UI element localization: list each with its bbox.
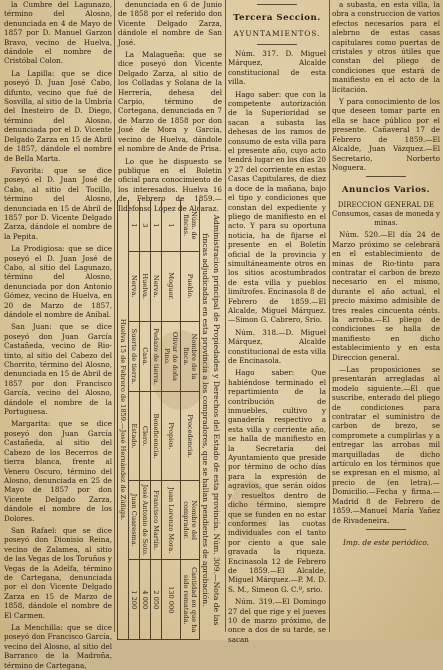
paragraph: San Rafael: que se dice poseyó don Dionisio Reina, vecino de Zalamea, al sitio de las Vegas de los Toruños y Vegas de la Adelfa, término de Cartegana, denunciada por el don Vicente Delgado Zarza en 15 de Marzo de 1858, dándole el nombre de El Carmen. <box>4 525 112 620</box>
table-cell: 3 <box>140 200 150 252</box>
imprint: Imp. de este periódico. <box>342 537 430 547</box>
table-cell: Cantidad en que ha sido rematada. <box>181 560 199 640</box>
divider <box>257 44 297 45</box>
table-row <box>161 200 180 640</box>
column-4 <box>332 0 440 626</box>
table-cell: 130 000 <box>162 560 180 640</box>
paragraph: Lo que he dispuesto se publique en el Boletin oficial para conocimiento de los interesados. Huelva 16 de Febrero de 1859.—Ildefonso López de Alcaraz. <box>118 156 222 213</box>
column-2 <box>118 0 222 213</box>
table-cell: Nerva. <box>151 252 161 322</box>
paragraph: San Juan: que se dice poseyó don Juan García Castañeda, vecino de Rio-tinto, al sitio del Cabezo del Chorrito, término del Alosno, denunciada en 15 de Abril de 1857 por don Francisco García, vecino del Alosno, dándole el nombre de la Portuguesa. <box>4 322 112 417</box>
paragraph: Núm. 319.—El Domingo 27 del que rige y el jueves 10 de marzo próximo, de once a dos de su tarde, se sacan <box>228 597 326 644</box>
column-1 <box>4 0 112 670</box>
table-row <box>139 200 150 640</box>
column-3 <box>228 0 326 644</box>
table-cell: Suerte de tierra. <box>129 322 139 392</box>
paragraph: La Malagueña: que se dice poseyó don Vicente Delgado Zarza, al sitio de los Colladas y Solana de la Herrería, dehesa del Carpio, término de Cortegana, denunciada en 7 de Marzo de 1858 por don José de Mora y García, vecino de Huelva, dándole el nombre de Ande de Prisa. <box>118 50 222 154</box>
table-row <box>128 200 139 640</box>
table-cell: Nombre de la finca. <box>181 322 199 392</box>
table-cell: Nombre del comprador. <box>181 481 199 561</box>
table-cell: 1 <box>151 200 161 252</box>
table-cell: Clero. <box>140 392 150 481</box>
table-cell: 1 <box>129 200 139 252</box>
table-cell: Nerva. <box>129 252 139 322</box>
table-cell: Juan Lorenzo Mora. <box>162 481 180 561</box>
paragraph: denunciada en 6 de Junio de 1858 por el referido don Vicente Delgado Zarza, dándole el nombre de San José. <box>118 0 222 47</box>
table-title: Administracion principal de Propiedades y Derechos del Estado de esta provincia. Núm. 309.—Nota de las fincas adjudicadas en esta provincia a los compradores, que se hallan pendientes de aprobación. <box>201 214 221 626</box>
table-cell: Beneficencia. <box>151 392 161 481</box>
table-cell: Moguer. <box>162 252 180 322</box>
paragraph: Margarita: que se dice poseyó don Juan García Castañeda, al sitio del Cabezo de los Becerros de tierra blanca, frente al Venero Oscuro, término del Alosno, denunciada en 25 de Mayo de 1857 por don Vicente Delgado Zarza, dándole el nombre de los Dolores. <box>4 419 112 523</box>
table-cell: Francisco Martín. <box>151 481 161 561</box>
table-cell: Pedazo de tierra. <box>151 322 161 392</box>
table-cell: Procedencia. <box>181 392 199 481</box>
table-cell: Estado. <box>129 392 139 481</box>
table-header-row <box>180 200 199 640</box>
table-footer <box>117 200 128 640</box>
table-cell: Casa. <box>140 322 150 392</box>
table-cell: Propios. <box>162 392 180 481</box>
paragraph: La Prodigiosa: que se dice poseyó el D. Juan José de Cabo, al sitio del Lagunazo, término del Alosno, denunciada por don Antonio Gómez, vecino de Huelva, en 20 de Marzo de 1857, dándole el nombre de Aníbal. <box>4 244 112 319</box>
divider <box>366 176 406 177</box>
table-cell: Pueblo. <box>181 252 199 322</box>
paragraph: a subasta, en esta villa, la obra a construccion de varios efectos necesarios para el alebrno de estas casas capitulares como puertas de cristales y otros útiles que constan del pliego de condiciones que estará de manifiesto en el acto de la licitación. <box>332 0 440 94</box>
table-cell: Núm. de fincas. <box>181 200 199 252</box>
column-rule <box>114 0 115 632</box>
table-cell: 4 000 <box>140 560 150 640</box>
paragraph: La Lapilla: que se dice poseyó D. Juan José Cabo, difunto, vecino que fué de Sosvilla, al sitio de la Umbría del Inesteiro de D. Diego, término del Alosno, denunciada por el D. Vicente Delgado Zarza en 15 de Abril de 1857, dándole el nombre de Bella Marta. <box>4 68 112 163</box>
paragraph: Hago saber: Que habiéndose terminado el repartimiento de la contribución de inmuebles, cultivo y ganadería respectivo a esta villa y corriente año, se halla de manifiesto en la Secretaría del Ayuntamiento que preside por término de ocho días para la expresión de agravios, que serán oídos y resueltos dentro de dicho término, siempre que se funden en no estar conformes las cuotas individuales con el tanto por ciento a que sale gravada la riqueza. Encinasola 12 de Febrero de 1859.—El Alcalde, Miguel Márquez.—P. M. D. S. M., Simeon G. C.º, srio. <box>228 368 326 594</box>
table-cell: José Antonio de Soto. <box>140 481 150 561</box>
table-cell: 1 <box>162 200 180 252</box>
divider <box>257 4 297 5</box>
table-cell: 2 050 <box>151 560 161 640</box>
table-cell: Huelva. <box>140 252 150 322</box>
paragraph: Hago saber: que con la competente autorización de la Superioridad se sacan a subasta las dehesas de los ramos de consumo de esta villa para el presente año, cuyo acto tendrá lugar en los días 20 y 27 del corriente en estas Casas Capitulares, de diez a doce de la mañana, bajo el tipo y condiciones que constan del expediente y pliego de manifiesto en el acto. Y para su oportuna noticia, ha de fijarse el presente en el Boletín oficial de la provincia y simultáneamente otros en los sitios acostumbrados de esta villa y pueblos limítrofes. Encinasola 8 de Febrero de 1859.—El Alcalde, Miguel Márquez.—Simon G. Cabrero, Srio. <box>228 89 326 325</box>
rotated-table-area <box>118 200 222 640</box>
table-footer-text: Huelva 15 de Febrero de 1859.—José Hernández de Zúñiga. <box>118 200 128 640</box>
paragraph: Núm. 317. D. Miguel Márquez, Alcalde constitucional de esta villa. <box>228 49 326 87</box>
divider <box>366 529 406 530</box>
column-rule <box>329 0 330 632</box>
paragraph: Núm. 318.—D. Miguel Márquez, Alcalde constitucional de esta villa de Encinasola. <box>228 327 326 365</box>
rotated-table <box>118 200 222 640</box>
paragraph: La Menchilla: que se dice poseyó don Francisco García, vecino del Alosno, al sitio del Barranco de la Madroña, término de Cartegana, <box>4 623 112 670</box>
table-cell: Olivar de doña Pino. <box>162 322 180 392</box>
direccion-heading: DIRECCION GENERAL DE Consumos, casas de moneda y minas. <box>332 201 440 228</box>
paragraph: —Las proposiciones se presentarán arregladas al modelo siguiente.—El que suscribe, enterado del pliego de condiciones para contratar el suministro de carbon de brezo, se compromete a cumplirlas y a entregar las arrobas mil marquilladas de dicho artículo en los términos que se expresan en el mismo, al precio de (en letra).—Domicilio.—Fecha y firma.—Madrid 8 de Febrero de 1859.—Manuel María Yañez de Rivadeneira. <box>332 365 440 525</box>
column-rule <box>225 0 226 632</box>
paragraph: Y para conocimiento de los que deseen tomar parte en ella se hace público por el presente. Cañaveral 17 de Febrero de 1859.—El Alcalde, Juan Vázquez.—El Secretario, Norberto Noguera. <box>332 97 440 172</box>
data-table <box>117 200 200 640</box>
table-cell: 1 200 <box>129 560 139 640</box>
table-row <box>150 200 161 640</box>
section-title: Tercera Seccion. <box>233 13 321 23</box>
paragraph: la Cumbre del Lagunazo, término del Alosno, denunciada en 4 de Mayo de 1857 por D. Manuel Garzon Bravo, vecino de Huelva, dándole el nombre de Cristóbal Colon. <box>4 0 112 66</box>
section-title: Anuncios Varios. <box>341 185 431 196</box>
paragraph: Núm. 520.—El día 24 de Marzo próximo se celebrará en el establecimiento de minas de Rio-tinto para contratar el carbon de brezo necesario en el mismo, durante el año actual, el precio máximo admisible de tres reales cincuenta cénts. la arroba.—El pliego de condiciones se halla de manifiesto en dicho establecimiento y en esta Direccion general. <box>332 230 440 362</box>
subsection-title: AYUNTAMIENTOS. <box>233 29 321 38</box>
paragraph: Favorita: que se dice poseyó el D. Juan José de Cabo, al sitio del Tocillo, término del Alosno, denunciada en 15 de Abril de 1857 por D. Vicente Delgado Zarza, dándole el nombre de la Pepita. <box>4 165 112 241</box>
table-cell: Juan Cuaresma. <box>129 481 139 561</box>
